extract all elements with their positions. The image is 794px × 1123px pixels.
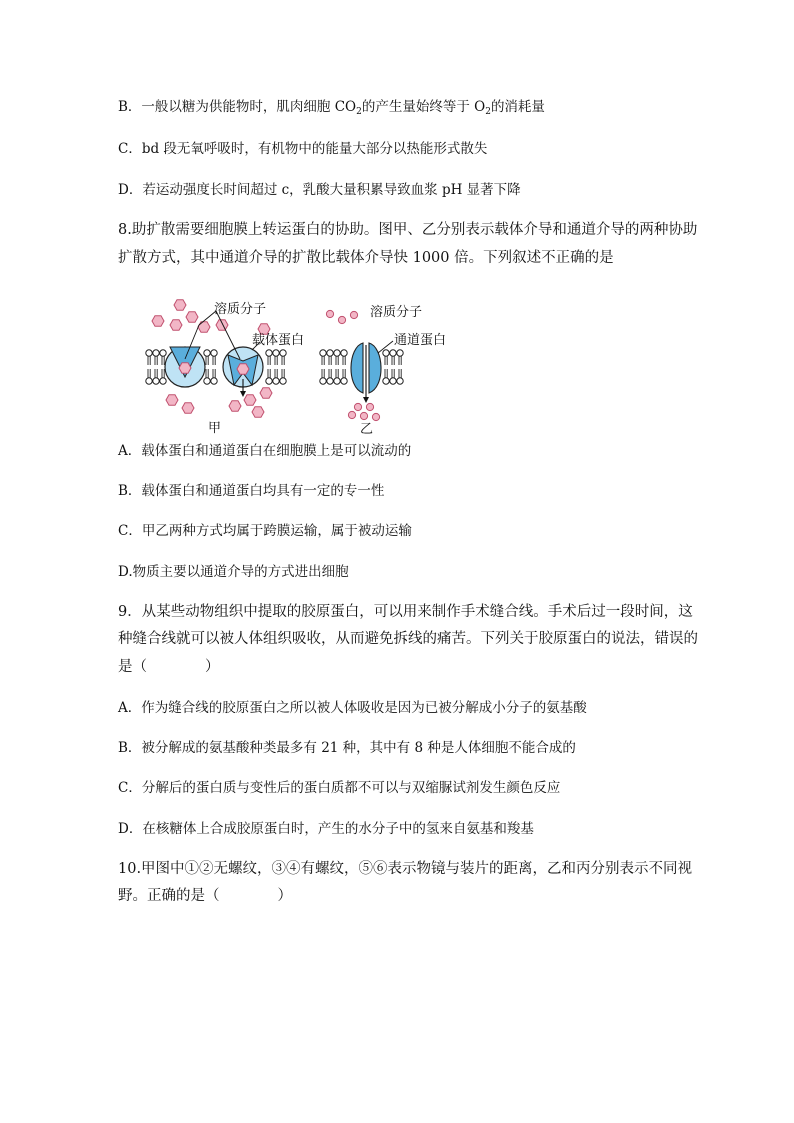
q8-option-a: A．载体蛋白和通道蛋白在细胞膜上是可以流动的 [118,443,412,459]
channel-protein [351,343,381,403]
q8-stem-line-1: 8.助扩散需要细胞膜上转运蛋白的协助。图甲、乙分别表示载体介导和通道介导的两种协助 [118,222,698,238]
q7-option-c: C．bd 段无氧呼吸时，有机物中的能量大部分以热能形式散失 [118,141,488,157]
q8-option-c: C．甲乙两种方式均属于跨膜运输，属于被动运输 [118,523,412,539]
label-carrier-protein: 载体蛋白 [252,333,305,348]
q8-stem-line-2: 扩散方式，其中通道介导的扩散比载体介导快 1000 倍。下列叙述不正确的是 [118,250,614,266]
q7-option-d: D．若运动强度长时间超过 c，乳酸大量积累导致血浆 pH 显著下降 [118,182,521,198]
q9-option-b: B．被分解成的氨基酸种类最多有 21 种，其中有 8 种是人体细胞不能合成的 [118,740,576,756]
q8-option-d: D.物质主要以通道介导的方式进出细胞 [118,564,349,580]
solute-dots-top [326,310,357,323]
carrier-protein-1 [165,347,205,387]
solute-hexagons-bottom [166,388,272,417]
q9-stem-line-2: 种缝合线就可以被人体组织吸收，从而避免拆线的痛苦。下列关于胶原蛋白的说法，错误的 [118,631,698,647]
q9-option-a: A．作为缝合线的胶原蛋白之所以被人体吸收是因为已被分解成小分子的氨基酸 [118,700,587,716]
label-solute-molecule-left: 溶质分子 [214,302,267,317]
label-yi: 乙 [360,422,374,435]
q9-stem-line-3: 是（ ） [118,659,220,675]
label-jia: 甲 [208,421,222,435]
membrane-transport-figure [140,295,470,435]
q10-stem-line-2: 野。正确的是（ ） [118,888,292,904]
q8-option-b: B．载体蛋白和通道蛋白均具有一定的专一性 [118,483,385,499]
q9-option-d: D．在核糖体上合成胶原蛋白时，产生的水分子中的氢来自氨基和羧基 [118,821,534,837]
q9-stem-line-1: 9．从某些动物组织中提取的胶原蛋白，可以用来制作手术缝合线。手术后过一段时间，这 [118,604,693,620]
q10-stem-line-1: 10.甲图中①②无螺纹，③④有螺纹，⑤⑥表示物镜与装片的距离，乙和丙分别表示不同视 [118,861,693,877]
label-channel-protein: 通道蛋白 [394,333,447,348]
carrier-protein-2 [223,347,263,397]
label-solute-molecule-right: 溶质分子 [370,305,423,320]
q7-option-b: B．一般以糖为供能物时，肌肉细胞 $CO_2$的产生量始终等于 $O_2$的消耗量 [118,99,545,117]
q9-option-c: C．分解后的蛋白质与变性后的蛋白质都不可以与双缩脲试剂发生颜色反应 [118,780,561,796]
solute-dots-bottom [348,403,379,420]
